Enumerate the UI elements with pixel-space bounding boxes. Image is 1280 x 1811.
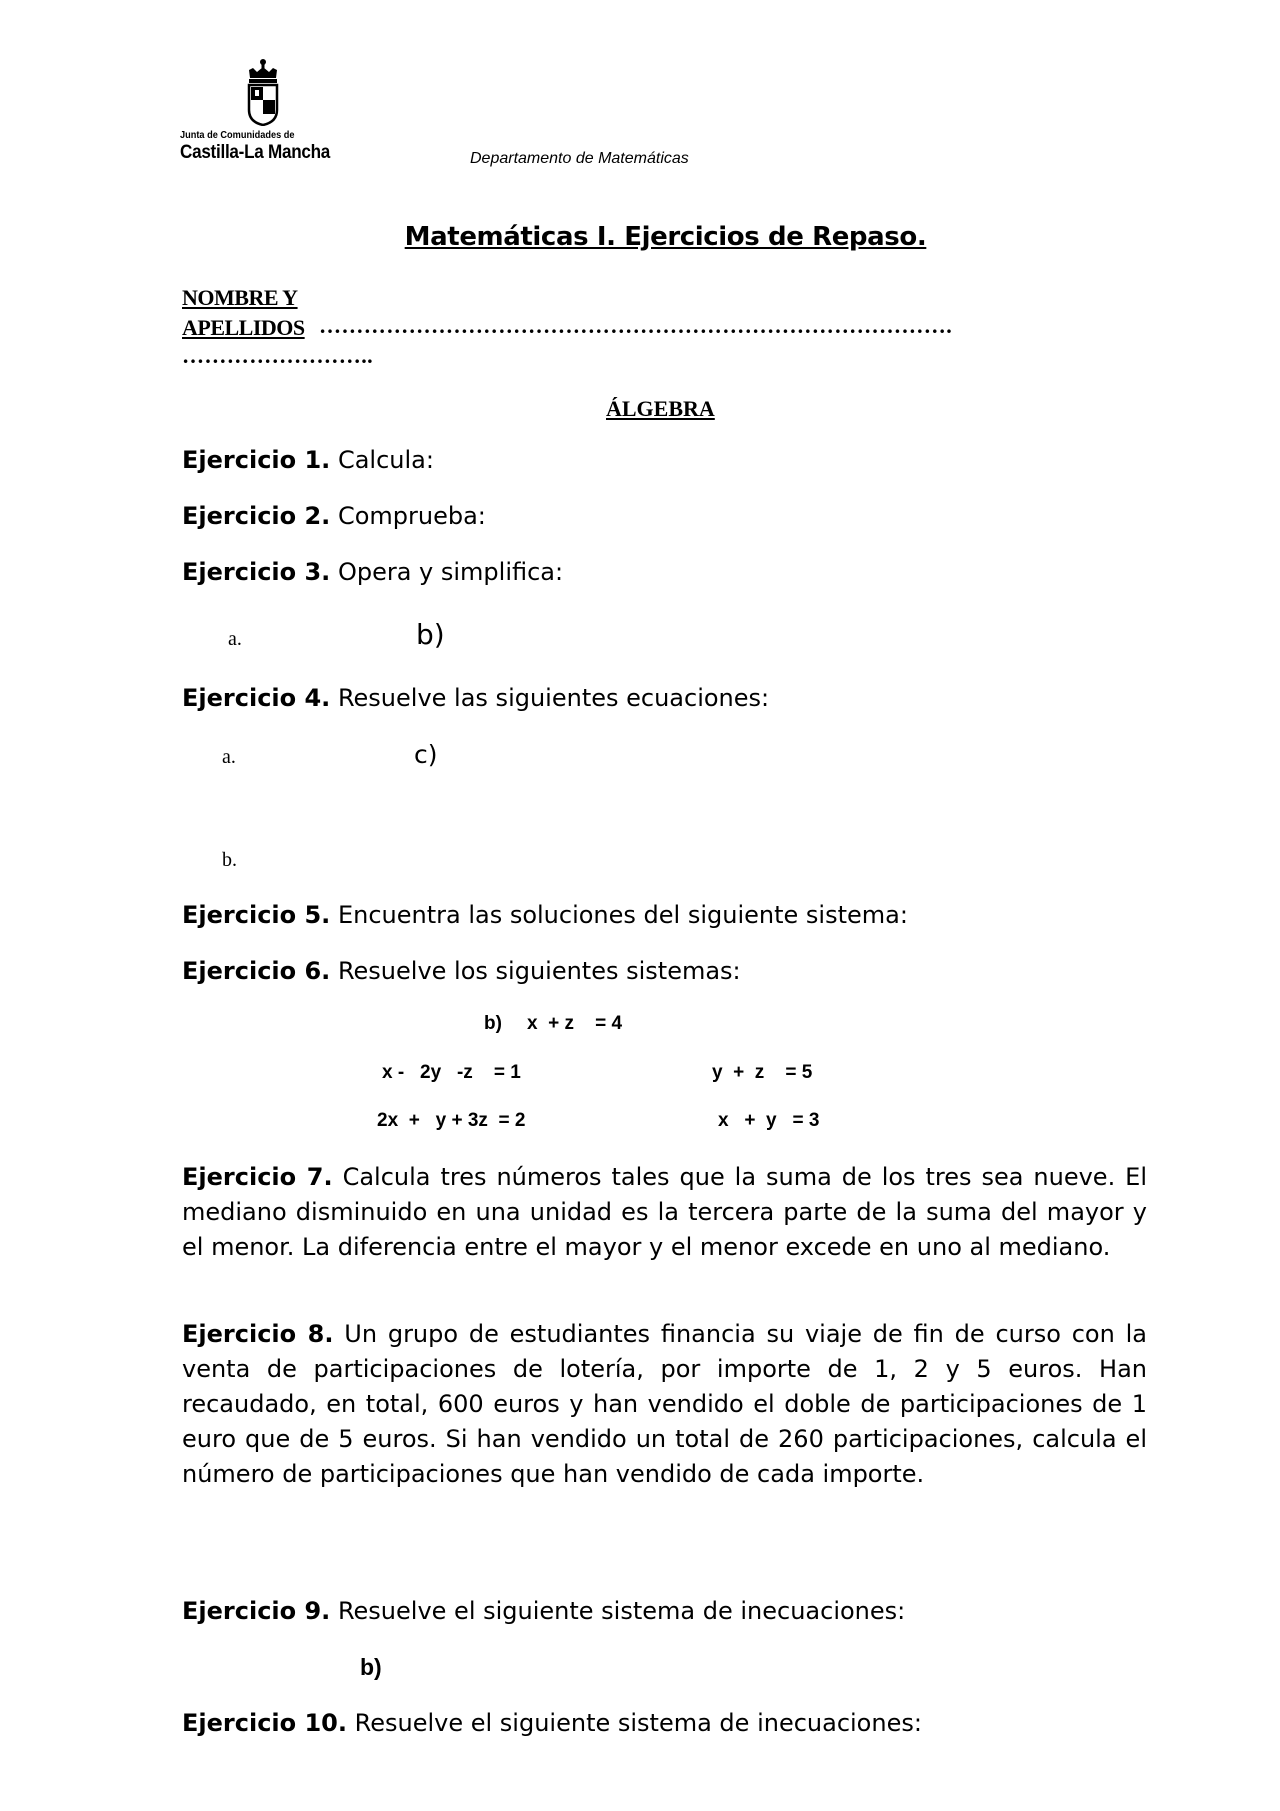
exercise-6	[182, 957, 741, 985]
exercise-text: Calcula:	[330, 446, 434, 474]
exercise-label: Ejercicio 8.	[182, 1320, 334, 1348]
exercise-9	[182, 1597, 905, 1625]
name-dots-line-1: ………………………………………………………………………….	[319, 313, 953, 338]
exercise-2	[182, 502, 486, 530]
exercise-text: Resuelve el siguiente sistema de inecuaciones:	[330, 1597, 906, 1625]
exercise-label: Ejercicio 6.	[182, 957, 331, 985]
exercise-7	[182, 1160, 1147, 1265]
exercise-text: Un grupo de estudiantes financia su viaje de fin de curso con la venta de participaciones de lotería, por importe de 1, 2 y 5 euros. Han recaudado, en total, 600 euros y han vendido el doble de participaciones de 1 euro que de 5 euros. Si han vendido un total de 260 participaciones, calcula el número de participaciones que han vendido de cada importe.	[182, 1320, 1147, 1488]
exercise-label: Ejercicio 4.	[182, 684, 331, 712]
exercise-10	[182, 1709, 922, 1737]
ex4-item-b: b.	[222, 849, 237, 871]
exercise-4	[182, 684, 769, 712]
logo-line-1: Junta de Comunidades de	[180, 130, 295, 141]
exercise-text: Calcula tres números tales que la suma de los tres sea nueve. El mediano disminuido en una unidad es la tercera parte de la suma del mayor y el menor. La diferencia entre el mayor y el menor excede en uno al mediano.	[182, 1163, 1147, 1261]
exercise-label: Ejercicio 5.	[182, 901, 331, 929]
coat-of-arms-icon	[245, 58, 281, 126]
exercise-label: Ejercicio 1.	[182, 446, 331, 474]
logo-line-2: Castilla-La Mancha	[180, 142, 331, 163]
name-dots-line-2: ……………………..	[182, 343, 373, 368]
ex6-b-label: b)	[484, 1013, 502, 1034]
logo	[180, 58, 360, 170]
ex3-item-b: b)	[416, 618, 445, 651]
exercise-8	[182, 1317, 1147, 1492]
exercise-label: Ejercicio 9.	[182, 1597, 331, 1625]
ex4-item-c: c)	[414, 740, 438, 769]
exercise-text: Resuelve los siguientes sistemas:	[330, 957, 741, 985]
exercise-text: Opera y simplifica:	[330, 558, 564, 586]
ex4-item-a: a.	[222, 746, 236, 768]
exercise-text: Resuelve el siguiente sistema de inecuaciones:	[347, 1709, 922, 1737]
exercise-label: Ejercicio 3.	[182, 558, 331, 586]
page-title: Matemáticas I. Ejercicios de Repaso.	[404, 222, 927, 252]
exercise-text: Comprueba:	[330, 502, 486, 530]
exercise-label: Ejercicio 2.	[182, 502, 331, 530]
section-heading: ÁLGEBRA	[606, 396, 715, 421]
ex6-a-equation-2: 2x + y + 3z = 2	[377, 1110, 526, 1131]
ex6-a-equation-1: x - 2y -z = 1	[382, 1062, 521, 1083]
name-label-line-2: APELLIDOS	[182, 315, 305, 340]
exercise-text: Resuelve las siguientes ecuaciones:	[330, 684, 770, 712]
exercise-3	[182, 558, 563, 586]
ex6-b-equation-3: x + y = 3	[718, 1110, 820, 1131]
ex6-b-equation-2: y + z = 5	[712, 1062, 813, 1083]
department-header: Departamento de Matemáticas	[470, 150, 689, 167]
exercise-text: Encuentra las soluciones del siguiente sistema:	[330, 901, 908, 929]
ex3-item-a: a.	[228, 628, 242, 650]
ex9-item-b: b)	[360, 1654, 382, 1680]
ex6-b-equation-1: x + z = 4	[527, 1013, 623, 1034]
exercise-label: Ejercicio 7.	[182, 1163, 333, 1191]
exercise-label: Ejercicio 10.	[182, 1709, 347, 1737]
name-label-line-1: NOMBRE Y	[182, 285, 298, 310]
exercise-5	[182, 901, 908, 929]
exercise-1	[182, 446, 434, 474]
name-label	[182, 283, 305, 343]
